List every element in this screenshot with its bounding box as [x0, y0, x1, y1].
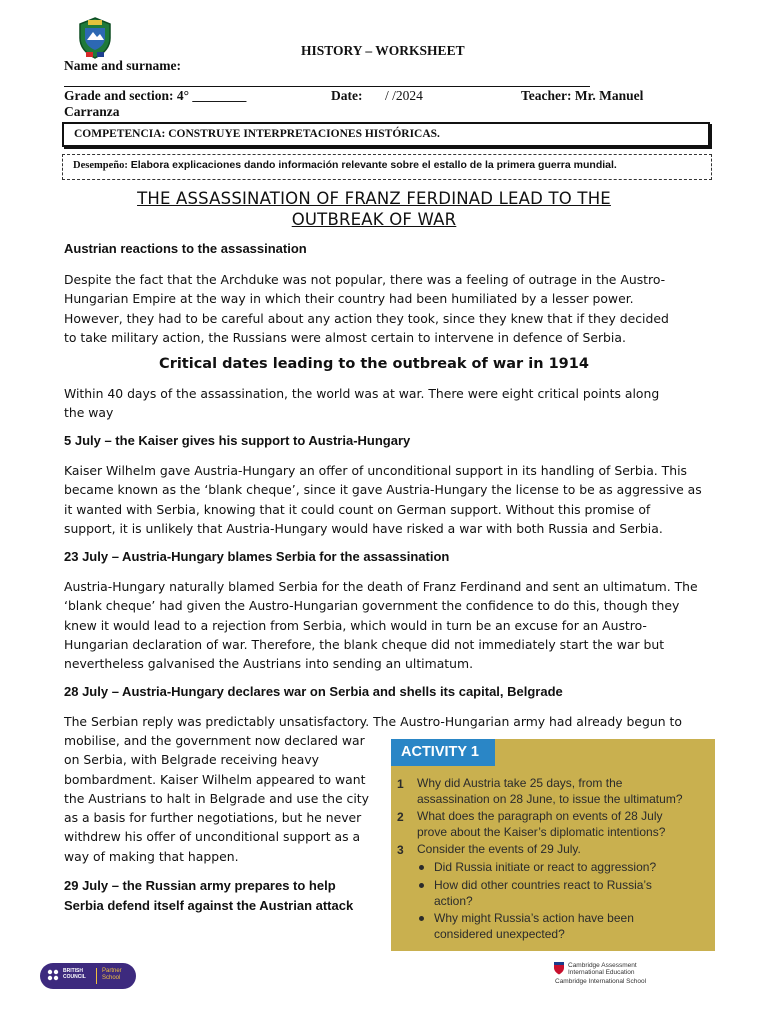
date-value: / /2024 — [385, 88, 423, 103]
text-line: became known as the ‘blank cheque’, since it gave Austria-Hungary the license to be as aggressive as — [64, 482, 702, 498]
question-line: How did other countries react to Russia’s — [434, 878, 652, 892]
text-line: Within 40 days of the assassination, the world was at war. There were eight critical points along — [64, 386, 660, 401]
text-line: way of making that happen. — [64, 848, 239, 864]
section-heading-5-july: 5 July – the Kaiser gives his support to Austria-Hungary — [64, 433, 411, 448]
bullet-icon — [419, 865, 424, 870]
main-title — [64, 188, 684, 230]
text-line: withdrew his offer of unconditional support as a — [64, 829, 361, 845]
paragraph-23-july — [64, 577, 702, 673]
text-line: knew it would lead to a rejection from Serbia, which would in turn be an excuse for an Austro- — [64, 617, 647, 633]
question-3-bullet-2 — [434, 877, 652, 909]
text-line: Kaiser Wilhelm gave Austria-Hungary an offer of unconditional support in its handling of Serbia. This — [64, 463, 688, 478]
desempeno-box — [62, 154, 712, 180]
desempeno-text: Elabora explicaciones dando información relevante sobre el estallo de la primera guerra mundial. — [127, 159, 617, 171]
question-1-number: 1 — [397, 777, 404, 791]
logo-divider — [96, 968, 97, 984]
brand-line: COUNCIL — [63, 974, 86, 980]
teacher-name-continued: Carranza — [64, 104, 120, 119]
question-line: considered unexpected? — [434, 927, 565, 941]
cambridge-shield-icon — [553, 961, 565, 975]
paragraph-28-july — [64, 731, 376, 866]
worksheet-title: HISTORY – WORKSHEET — [301, 43, 465, 58]
partner-school-text — [102, 968, 122, 982]
text-line: on Serbia, with Belgrade receiving heavy — [64, 752, 319, 768]
heading-line: Serbia defend itself against the Austrian attack — [64, 898, 354, 913]
paragraph-critical-dates — [64, 384, 702, 423]
section-heading-reactions: Austrian reactions to the assassination — [64, 241, 307, 256]
bullet-icon — [419, 916, 424, 921]
teacher-label: Teacher: Mr. Manuel — [521, 88, 644, 103]
british-council-text — [63, 968, 86, 980]
text-line: the way — [64, 405, 114, 421]
british-council-dots-icon — [46, 968, 62, 984]
grade-section-label: Grade and section: 4° ________ — [64, 88, 247, 103]
text-line: mobilise, and the government now declared war — [64, 733, 365, 748]
bullet-icon — [419, 883, 424, 888]
question-line: prove about the Kaiser’s diplomatic intentions? — [417, 825, 666, 839]
text-line: Hungarian Empire at the way in which their country had been humiliated by a lesser power. — [64, 291, 634, 307]
activity-1-box — [391, 739, 715, 951]
question-2 — [417, 808, 665, 840]
cambridge-school-text: Cambridge International School — [555, 978, 647, 985]
partner-line: School — [102, 975, 121, 981]
question-1 — [417, 775, 683, 807]
paragraph-5-july — [64, 461, 702, 538]
question-3: Consider the events of 29 July. — [417, 842, 581, 856]
text-line: nevertheless galvanised the Austrians into sending an ultimatum. — [64, 656, 474, 672]
text-line: However, they had to be careful about any action they took, since they knew that if they decided — [64, 310, 669, 326]
section-heading-29-july — [64, 876, 353, 916]
question-3-bullet-3 — [434, 910, 634, 942]
text-line: the Austrians to halt in Belgrade and use the city — [64, 790, 369, 806]
paragraph-reactions — [64, 270, 702, 347]
text-line: it wanted with Serbia, knowing that it could count on German support. Without this promise of — [64, 501, 651, 517]
text-line: ‘blank cheque’ had given the Austro-Hungarian government the confidence to do this, though they — [64, 598, 680, 614]
partner-line: Partner — [102, 968, 122, 974]
main-title-line-2: OUTBREAK OF WAR — [291, 210, 457, 229]
activity-1-tab: ACTIVITY 1 — [391, 739, 495, 766]
cambridge-line: Cambridge Assessment — [568, 962, 637, 969]
question-line: Why did Austria take 25 days, from the — [417, 776, 623, 790]
paragraph-28-july-line-1: The Serbian reply was predictably unsatisfactory. The Austro-Hungarian army had already begun to — [64, 714, 682, 729]
name-surname-label: Name and surname: — [64, 58, 181, 73]
text-line: as a basis for further negotiations, but he never — [64, 810, 362, 826]
text-line: to take military action, the Russians were almost certain to intervene in defence of Serbia. — [64, 329, 626, 345]
brand-line: BRITISH — [63, 968, 83, 974]
section-heading-23-july: 23 July – Austria-Hungary blames Serbia for the assassination — [64, 549, 450, 564]
question-3-number: 3 — [397, 843, 404, 857]
question-line: assassination on 28 June, to issue the ultimatum? — [417, 792, 683, 806]
name-answer-line[interactable] — [64, 86, 590, 87]
british-council-partner-logo — [40, 963, 136, 989]
school-crest-logo — [76, 16, 114, 60]
main-title-line-1: THE ASSASSINATION OF FRANZ FERDINAD LEAD TO THE — [137, 189, 611, 208]
cambridge-name — [568, 962, 637, 976]
text-line: Despite the fact that the Archduke was not popular, there was a feeling of outrage in the Austro- — [64, 272, 666, 287]
section-heading-critical-dates: Critical dates leading to the outbreak of war in 1914 — [159, 356, 589, 372]
competencia-box: COMPETENCIA: CONSTRUYE INTERPRETACIONES HISTÓRICAS. — [62, 122, 710, 147]
cambridge-school-logo — [553, 961, 663, 989]
text-line: support, it is unlikely that Austria-Hungary would have risked a war with both Russia and Serbia. — [64, 520, 663, 536]
text-line: Hungarian declaration of war. Therefore, the blank cheque did not immediately start the war but — [64, 636, 665, 652]
text-line: bombardment. Kaiser Wilhelm appeared to want — [64, 771, 366, 787]
cambridge-line: International Education — [568, 969, 635, 976]
desempeno-label: Desempeño: — [73, 160, 128, 171]
section-heading-28-july: 28 July – Austria-Hungary declares war on Serbia and shells its capital, Belgrade — [64, 684, 563, 699]
text-line: Austria-Hungary naturally blamed Serbia for the death of Franz Ferdinand and sent an ultimatum. The — [64, 579, 698, 594]
question-line: Why might Russia’s action have been — [434, 911, 634, 925]
heading-line: 29 July – the Russian army prepares to help — [64, 878, 336, 893]
question-line: action? — [434, 894, 473, 908]
question-3-bullet-1: Did Russia initiate or react to aggression? — [434, 860, 657, 874]
question-2-number: 2 — [397, 810, 404, 824]
date-label: Date: — [331, 88, 363, 103]
question-line: What does the paragraph on events of 28 July — [417, 809, 663, 823]
